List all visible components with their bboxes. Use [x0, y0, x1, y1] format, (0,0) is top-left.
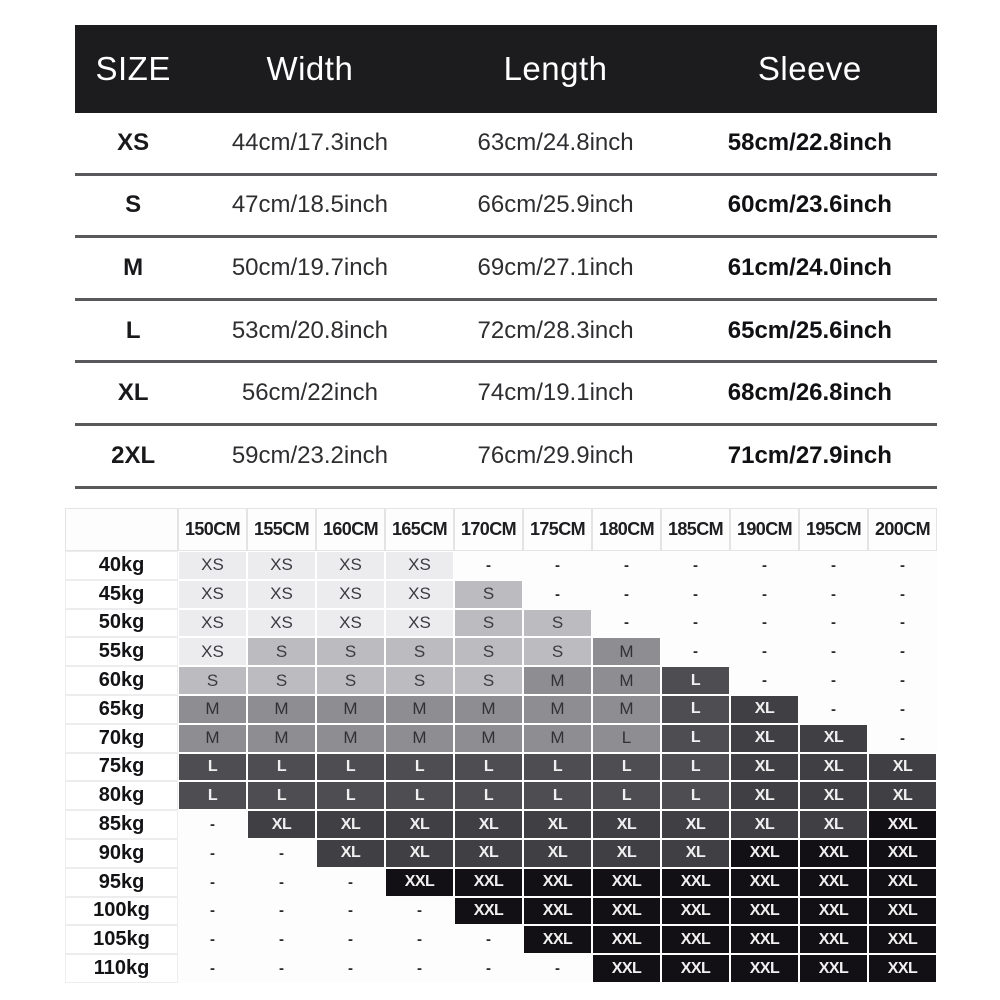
size-cell: XL	[730, 753, 799, 782]
size-cell: L	[661, 666, 730, 695]
size-cell: XS	[178, 580, 247, 609]
size-cell: M	[178, 724, 247, 753]
size-cell: XS	[247, 551, 316, 580]
empty-cell: -	[523, 551, 592, 580]
weight-label: 65kg	[65, 695, 178, 724]
measurement-row	[75, 301, 937, 364]
size-cell: XL	[730, 781, 799, 810]
empty-cell: -	[454, 954, 523, 983]
size-cell: S	[385, 666, 454, 695]
empty-cell: -	[178, 839, 247, 868]
size-cell: L	[592, 781, 661, 810]
size-cell: XXL	[730, 925, 799, 954]
height-header: 150CM	[178, 508, 247, 551]
empty-cell: -	[316, 925, 385, 954]
empty-cell: -	[316, 897, 385, 926]
col-header-width: Width	[266, 50, 354, 87]
height-header: 190CM	[730, 508, 799, 551]
length-value: 74cm/19.1inch	[477, 379, 634, 407]
size-cell: XXL	[592, 925, 661, 954]
size-cell: XL	[385, 810, 454, 839]
empty-cell: -	[523, 954, 592, 983]
size-cell: S	[178, 666, 247, 695]
size-cell: XL	[316, 839, 385, 868]
size-cell: XL	[661, 810, 730, 839]
size-label: L	[125, 316, 141, 344]
size-cell: XXL	[868, 810, 937, 839]
measurement-row	[75, 426, 937, 489]
sleeve-value: 71cm/27.9inch	[727, 441, 892, 469]
size-cell: XXL	[592, 954, 661, 983]
width-value: 44cm/17.3inch	[231, 128, 388, 156]
size-cell: S	[316, 637, 385, 666]
size-cell: M	[523, 695, 592, 724]
size-cell: S	[454, 666, 523, 695]
fit-matrix-table	[65, 508, 937, 983]
size-cell: XXL	[799, 839, 868, 868]
height-header: 160CM	[316, 508, 385, 551]
empty-cell: -	[178, 954, 247, 983]
size-cell: L	[247, 781, 316, 810]
weight-label: 75kg	[65, 753, 178, 782]
size-cell: XXL	[523, 868, 592, 897]
size-cell: XS	[178, 609, 247, 638]
size-cell: XXL	[730, 868, 799, 897]
size-cell: XXL	[730, 954, 799, 983]
size-cell: XS	[385, 551, 454, 580]
size-cell: M	[385, 724, 454, 753]
height-header: 155CM	[247, 508, 316, 551]
empty-cell: -	[730, 637, 799, 666]
size-cell: XL	[454, 810, 523, 839]
empty-cell: -	[661, 580, 730, 609]
sleeve-value: 61cm/24.0inch	[727, 253, 892, 281]
width-value: 47cm/18.5inch	[231, 191, 388, 219]
weight-label: 55kg	[65, 637, 178, 666]
size-cell: M	[178, 695, 247, 724]
sleeve-value: 60cm/23.6inch	[727, 191, 892, 219]
size-cell: S	[454, 580, 523, 609]
size-cell: XXL	[661, 868, 730, 897]
height-header: 200CM	[868, 508, 937, 551]
col-header-size: SIZE	[95, 50, 171, 87]
size-cell: S	[454, 637, 523, 666]
weight-label: 90kg	[65, 839, 178, 868]
length-value: 69cm/27.1inch	[477, 253, 634, 281]
size-cell: XS	[178, 637, 247, 666]
size-cell: XL	[799, 724, 868, 753]
weight-label: 70kg	[65, 724, 178, 753]
size-cell: L	[661, 724, 730, 753]
sleeve-value: 58cm/22.8inch	[727, 128, 892, 156]
fit-corner-cell	[65, 508, 178, 551]
measurement-row	[75, 113, 937, 176]
size-cell: L	[454, 781, 523, 810]
empty-cell: -	[868, 580, 937, 609]
height-header: 165CM	[385, 508, 454, 551]
width-value: 50cm/19.7inch	[231, 253, 388, 281]
size-cell: L	[454, 753, 523, 782]
empty-cell: -	[247, 954, 316, 983]
empty-cell: -	[247, 839, 316, 868]
empty-cell: -	[385, 925, 454, 954]
empty-cell: -	[799, 609, 868, 638]
size-cell: S	[454, 609, 523, 638]
size-cell: XXL	[868, 868, 937, 897]
weight-label: 110kg	[65, 954, 178, 983]
empty-cell: -	[868, 551, 937, 580]
size-cell: L	[316, 753, 385, 782]
size-cell: XL	[730, 695, 799, 724]
size-cell: S	[385, 637, 454, 666]
empty-cell: -	[799, 695, 868, 724]
size-cell: XXL	[730, 839, 799, 868]
col-header-sleeve: Sleeve	[757, 50, 862, 87]
measurement-table-header	[75, 25, 937, 113]
empty-cell: -	[178, 897, 247, 926]
measurement-table	[75, 25, 937, 489]
size-cell: M	[523, 724, 592, 753]
size-cell: M	[454, 695, 523, 724]
size-cell: XXL	[523, 925, 592, 954]
size-cell: XL	[523, 839, 592, 868]
empty-cell: -	[661, 551, 730, 580]
length-value: 63cm/24.8inch	[477, 128, 634, 156]
size-cell: XS	[247, 609, 316, 638]
empty-cell: -	[592, 580, 661, 609]
width-value: 59cm/23.2inch	[231, 441, 388, 469]
size-cell: XXL	[385, 868, 454, 897]
empty-cell: -	[868, 637, 937, 666]
size-cell: M	[316, 724, 385, 753]
empty-cell: -	[247, 868, 316, 897]
empty-cell: -	[868, 666, 937, 695]
length-value: 72cm/28.3inch	[477, 316, 634, 344]
size-cell: XL	[592, 810, 661, 839]
size-cell: L	[247, 753, 316, 782]
size-cell: XL	[247, 810, 316, 839]
size-cell: XS	[247, 580, 316, 609]
height-header: 175CM	[523, 508, 592, 551]
size-cell: M	[592, 637, 661, 666]
size-cell: XXL	[592, 897, 661, 926]
height-header: 180CM	[592, 508, 661, 551]
size-cell: L	[661, 695, 730, 724]
size-cell: XXL	[868, 954, 937, 983]
measurement-rows	[75, 113, 937, 489]
empty-cell: -	[385, 954, 454, 983]
empty-cell: -	[454, 925, 523, 954]
weight-label: 85kg	[65, 810, 178, 839]
size-cell: XS	[178, 551, 247, 580]
length-value: 66cm/25.9inch	[477, 191, 634, 219]
measurement-row	[75, 363, 937, 426]
size-cell: L	[385, 753, 454, 782]
size-cell: L	[523, 781, 592, 810]
size-cell: M	[592, 695, 661, 724]
size-cell: XXL	[868, 839, 937, 868]
weight-label: 95kg	[65, 868, 178, 897]
size-cell: XXL	[799, 925, 868, 954]
size-cell: L	[592, 724, 661, 753]
empty-cell: -	[868, 724, 937, 753]
sleeve-value: 68cm/26.8inch	[727, 379, 892, 407]
weight-label: 50kg	[65, 609, 178, 638]
size-cell: M	[247, 724, 316, 753]
empty-cell: -	[730, 666, 799, 695]
size-cell: XXL	[661, 925, 730, 954]
length-value: 76cm/29.9inch	[477, 441, 634, 469]
size-cell: XS	[316, 609, 385, 638]
height-header: 185CM	[661, 508, 730, 551]
empty-cell: -	[661, 609, 730, 638]
size-cell: XL	[868, 753, 937, 782]
size-cell: XXL	[799, 897, 868, 926]
size-cell: XXL	[523, 897, 592, 926]
weight-label: 80kg	[65, 781, 178, 810]
size-cell: L	[316, 781, 385, 810]
size-cell: M	[385, 695, 454, 724]
size-cell: S	[523, 637, 592, 666]
size-cell: L	[178, 781, 247, 810]
size-label: 2XL	[111, 441, 156, 469]
empty-cell: -	[730, 551, 799, 580]
size-cell: XL	[592, 839, 661, 868]
empty-cell: -	[454, 551, 523, 580]
size-label: XL	[117, 379, 149, 407]
empty-cell: -	[523, 580, 592, 609]
empty-cell: -	[799, 580, 868, 609]
col-header-length: Length	[503, 50, 608, 87]
size-cell: XL	[523, 810, 592, 839]
width-value: 53cm/20.8inch	[231, 316, 388, 344]
size-cell: XXL	[799, 868, 868, 897]
size-cell: S	[316, 666, 385, 695]
size-cell: XL	[661, 839, 730, 868]
size-cell: M	[454, 724, 523, 753]
size-cell: XXL	[454, 868, 523, 897]
empty-cell: -	[316, 868, 385, 897]
size-cell: L	[661, 753, 730, 782]
size-cell: XXL	[661, 897, 730, 926]
size-cell: XXL	[730, 897, 799, 926]
size-cell: XL	[868, 781, 937, 810]
size-cell: XXL	[592, 868, 661, 897]
width-value: 56cm/22inch	[241, 379, 378, 407]
size-cell: XL	[799, 753, 868, 782]
height-header: 170CM	[454, 508, 523, 551]
size-cell: M	[592, 666, 661, 695]
size-cell: XL	[385, 839, 454, 868]
size-cell: M	[316, 695, 385, 724]
empty-cell: -	[730, 609, 799, 638]
size-cell: M	[247, 695, 316, 724]
size-cell: XL	[799, 810, 868, 839]
empty-cell: -	[247, 897, 316, 926]
weight-label: 45kg	[65, 580, 178, 609]
size-cell: XS	[316, 580, 385, 609]
size-cell: XL	[454, 839, 523, 868]
empty-cell: -	[799, 637, 868, 666]
weight-label: 60kg	[65, 666, 178, 695]
weight-label: 100kg	[65, 897, 178, 926]
size-cell: XS	[385, 609, 454, 638]
size-cell: XS	[316, 551, 385, 580]
empty-cell: -	[178, 868, 247, 897]
size-cell: S	[247, 666, 316, 695]
empty-cell: -	[178, 810, 247, 839]
empty-cell: -	[799, 666, 868, 695]
weight-label: 105kg	[65, 925, 178, 954]
empty-cell: -	[178, 925, 247, 954]
size-cell: XS	[385, 580, 454, 609]
size-cell: XXL	[454, 897, 523, 926]
weight-label: 40kg	[65, 551, 178, 580]
empty-cell: -	[385, 897, 454, 926]
size-cell: XL	[799, 781, 868, 810]
empty-cell: -	[592, 609, 661, 638]
size-cell: S	[247, 637, 316, 666]
size-cell: L	[523, 753, 592, 782]
size-cell: M	[523, 666, 592, 695]
size-cell: XXL	[868, 925, 937, 954]
empty-cell: -	[799, 551, 868, 580]
size-cell: XXL	[868, 897, 937, 926]
size-cell: L	[385, 781, 454, 810]
size-cell: XL	[316, 810, 385, 839]
sleeve-value: 65cm/25.6inch	[727, 316, 892, 344]
size-cell: L	[178, 753, 247, 782]
empty-cell: -	[592, 551, 661, 580]
measurement-row	[75, 238, 937, 301]
size-label: S	[125, 191, 142, 219]
empty-cell: -	[316, 954, 385, 983]
size-cell: XXL	[799, 954, 868, 983]
size-label: XS	[117, 128, 150, 156]
empty-cell: -	[661, 637, 730, 666]
size-label: M	[123, 253, 144, 281]
empty-cell: -	[730, 580, 799, 609]
size-cell: L	[592, 753, 661, 782]
size-cell: S	[523, 609, 592, 638]
size-cell: XL	[730, 810, 799, 839]
size-cell: XXL	[661, 954, 730, 983]
height-header: 195CM	[799, 508, 868, 551]
size-cell: L	[661, 781, 730, 810]
empty-cell: -	[868, 695, 937, 724]
size-cell: XL	[730, 724, 799, 753]
empty-cell: -	[247, 925, 316, 954]
empty-cell: -	[868, 609, 937, 638]
measurement-row	[75, 176, 937, 239]
